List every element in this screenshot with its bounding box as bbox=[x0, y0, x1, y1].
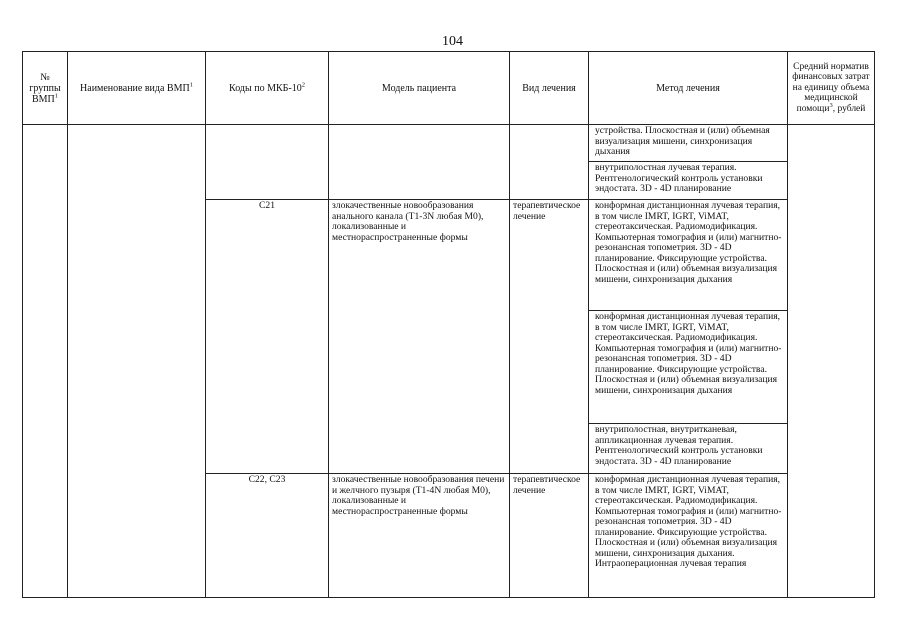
cell-method: конформная дистанционная лучевая терапия, в том числе IMRT, IGRT, ViMAT, стереотаксическая. Радиомодификация. Компьютерная томография и (или) магнитно-резонансная топометрия. 3D - 4D планирование. Фиксирующие устройства. Плоскостная и (или) объемная визуализация мишени, синхронизация дыхания bbox=[589, 311, 788, 424]
cell-patient-model: злокачественные новообразования печени и желчного пузыря (T1-4N любая M0), локализованные и местнораспространенные формы bbox=[329, 474, 510, 598]
header-cost: Средний норматив финансовых затрат на единицу объема медицинской помощи$^3$, рублей bbox=[788, 52, 875, 125]
cell-treatment-type bbox=[510, 125, 589, 200]
header-patient-model: Модель пациента bbox=[329, 52, 510, 125]
cell-cost bbox=[788, 125, 875, 598]
header-icd-codes: Коды по МКБ-$10^2$ bbox=[206, 52, 329, 125]
cell-treatment-type: терапевтическое лечение bbox=[510, 200, 589, 474]
table-row bbox=[23, 125, 875, 162]
header-group-no: № группы ВМП$^1$ bbox=[23, 52, 68, 125]
cell-icd-code: C22, C23 bbox=[206, 474, 329, 598]
header-row bbox=[23, 52, 875, 125]
cell-treatment-type: терапевтическое лечение bbox=[510, 474, 589, 598]
cell-vmp-name bbox=[68, 125, 206, 598]
cell-method: внутриполостная, внутритканевая, аппликационная лучевая терапия. Рентгенологический контроль установки эндостата. 3D - 4D планирование bbox=[589, 424, 788, 474]
vmp-table bbox=[22, 51, 875, 598]
cell-method: устройства. Плоскостная и (или) объемная визуализация мишени, синхронизация дыхания bbox=[589, 125, 788, 162]
cell-group-no bbox=[23, 125, 68, 598]
cell-patient-model bbox=[329, 125, 510, 200]
header-vmp-name: Наименование вида ВМП$^1$ bbox=[68, 52, 206, 125]
cell-icd-code bbox=[206, 125, 329, 200]
header-treatment-type: Вид лечения bbox=[510, 52, 589, 125]
page-number: 104 bbox=[442, 34, 463, 49]
cell-patient-model: злокачественные новообразования анального канала (T1-3N любая M0), локализованные и местнораспространенные формы bbox=[329, 200, 510, 474]
cell-icd-code: C21 bbox=[206, 200, 329, 474]
cell-method: конформная дистанционная лучевая терапия, в том числе IMRT, IGRT, ViMAT, стереотаксическая. Радиомодификация. Компьютерная томография и (или) магнитно-резонансная топометрия. 3D - 4D планирование. Фиксирующие устройства. Плоскостная и (или) объемная визуализация мишени, синхронизация дыхания. Интраоперационная лучевая терапия bbox=[589, 474, 788, 598]
cell-method: внутриполостная лучевая терапия. Рентгенологический контроль установки эндостата. 3D - 4D планирование bbox=[589, 162, 788, 200]
cell-method: конформная дистанционная лучевая терапия, в том числе IMRT, IGRT, ViMAT, стереотаксическая. Радиомодификация. Компьютерная томография и (или) магнитно-резонансная топометрия. 3D - 4D планирование. Фиксирующие устройства. Плоскостная и (или) объемная визуализация мишени, синхронизация дыхания bbox=[589, 200, 788, 311]
header-treatment-method: Метод лечения bbox=[589, 52, 788, 125]
